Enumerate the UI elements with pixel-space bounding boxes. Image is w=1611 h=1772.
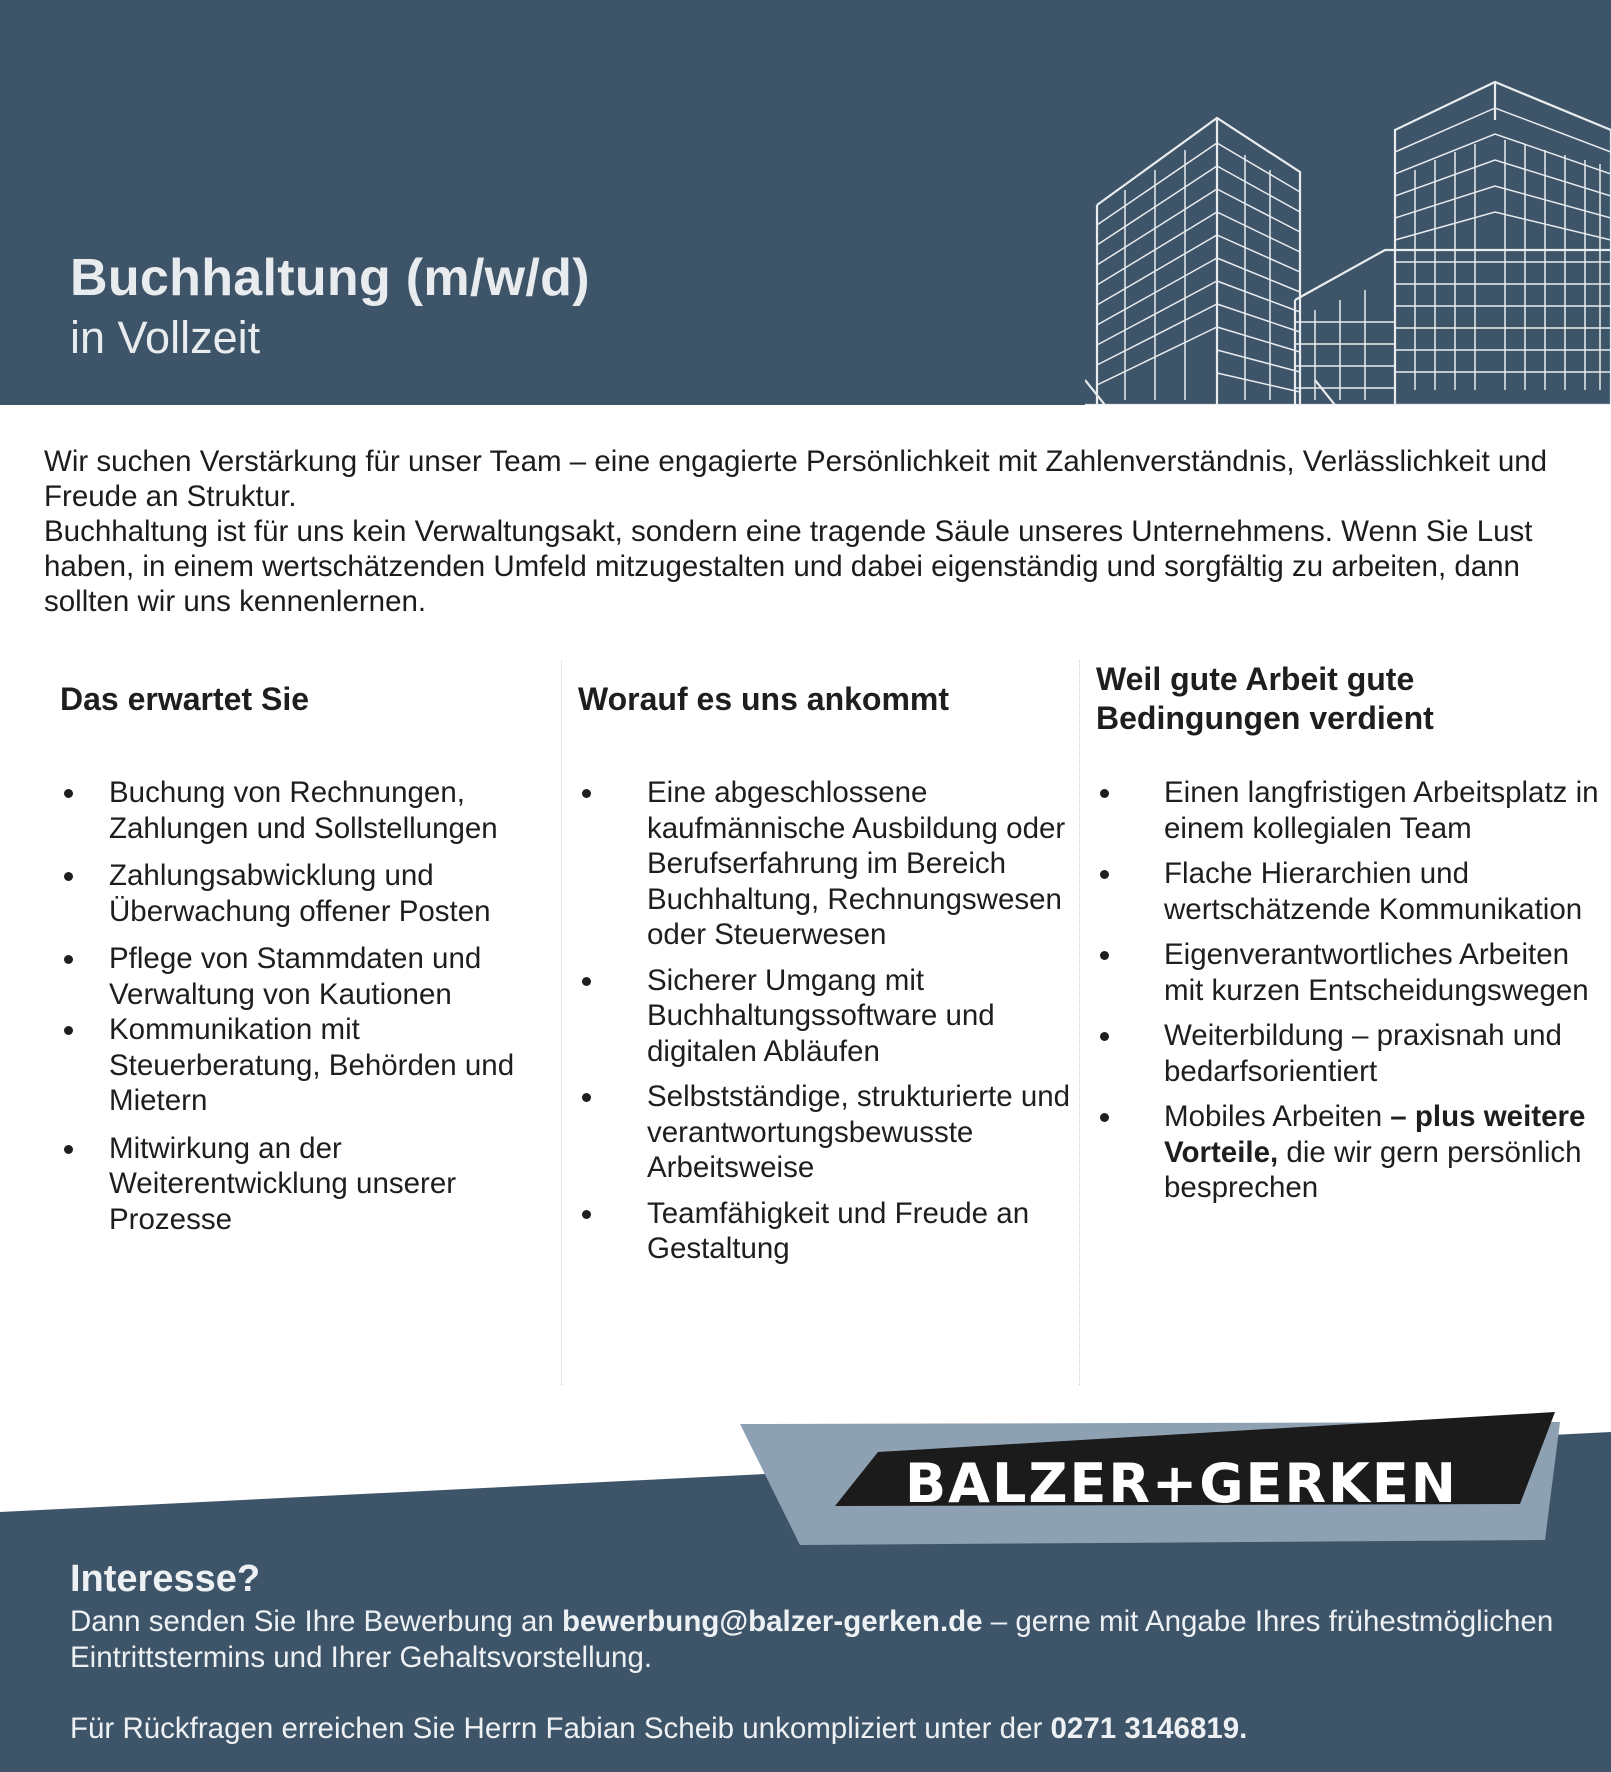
page-subtitle: in Vollzeit xyxy=(70,312,261,363)
list-item-text: Teamfähigkeit und Freude an Gestaltung xyxy=(647,1196,1030,1265)
list-item xyxy=(1096,937,1604,1008)
list-item xyxy=(1096,1099,1604,1206)
bullet-icon xyxy=(64,1026,73,1035)
list-item xyxy=(578,1079,1077,1186)
contact-info xyxy=(70,1712,1247,1746)
column-heading: Weil gute Arbeit gute Bedingungen verdient xyxy=(1096,661,1434,736)
bullet-icon xyxy=(1100,789,1109,798)
list-item xyxy=(60,941,559,1012)
list-item xyxy=(578,775,1077,953)
list-item xyxy=(1096,1018,1604,1089)
column-heading: Das erwartet Sie xyxy=(60,680,310,717)
list-item-text: Buchung von Rechnungen, Zahlungen und Sollstellungen xyxy=(109,776,498,845)
tasks-list xyxy=(60,775,559,1237)
page-title: Buchhaltung (m/w/d) xyxy=(70,249,590,307)
list-item-text: Pflege von Stammdaten und Verwaltung von Kautionen xyxy=(109,942,482,1011)
intro-paragraph: Wir suchen Verstärkung für unser Team – eine engagierte Persönlichkeit mit Zahlenverständnis, Verlässlichkeit und Freude an Struktur. xyxy=(44,445,1548,513)
application-info xyxy=(70,1604,1570,1676)
company-logo: BALZER+GERKEN xyxy=(905,1452,1458,1515)
list-item xyxy=(60,775,559,846)
bullet-icon xyxy=(1100,1113,1109,1122)
bullet-icon xyxy=(64,789,73,798)
intro-paragraph: Buchhaltung ist für uns kein Verwaltungsakt, sondern eine tragende Säule unseres Unternehmens. Wenn Sie Lust haben, in einem wertschätzenden Umfeld mitzugestalten und dabei eigenständig und sorgfältig zu arbeiten, dann sollten wir uns kennenlernen. xyxy=(44,515,1533,618)
phone-number[interactable]: 0271 3146819. xyxy=(1050,1712,1248,1745)
list-item-text: Mitwirkung an der Weiterentwicklung unserer Prozesse xyxy=(109,1131,457,1236)
list-item xyxy=(60,858,559,929)
bullet-icon xyxy=(582,1210,591,1219)
building-illustration xyxy=(1085,60,1611,405)
list-item-text: Selbstständige, strukturierte und verantwortungsbewusste Arbeitsweise xyxy=(647,1080,1071,1184)
list-item-text: Zahlungsabwicklung und Überwachung offener Posten xyxy=(109,859,491,928)
list-item-text: Eigenverantwortliches Arbeiten mit kurzen Entscheidungswegen xyxy=(1164,938,1589,1007)
column-divider xyxy=(561,660,562,1385)
list-item xyxy=(578,963,1077,1070)
list-item xyxy=(60,1012,559,1119)
list-item-text: Einen langfristigen Arbeitsplatz in einem kollegialen Team xyxy=(1164,776,1599,845)
list-item-text: Mobiles Arbeiten xyxy=(1164,1100,1391,1133)
list-item xyxy=(1096,856,1604,927)
benefits-list xyxy=(1096,775,1604,1206)
list-item-text: Sicherer Umgang mit Buchhaltungssoftware und digitalen Abläufen xyxy=(647,963,995,1068)
requirements-list xyxy=(578,775,1077,1267)
application-text: – gerne mit Angabe Ihres frühestmöglichen Eintrittstermins und Ihrer Gehaltsvorstellung. xyxy=(70,1605,1554,1674)
email-link[interactable]: bewerbung@balzer-gerken.de xyxy=(562,1605,983,1638)
list-item-highlight: – plus weitere Vorteile, xyxy=(1164,1100,1586,1169)
list-item-text: Kommunikation mit Steuerberatung, Behörden und Mietern xyxy=(109,1013,515,1117)
footer-heading: Interesse? xyxy=(70,1558,261,1600)
bullet-icon xyxy=(1100,951,1109,960)
application-text: Dann senden Sie Ihre Bewerbung an xyxy=(70,1605,563,1638)
bullet-icon xyxy=(64,955,73,964)
list-item xyxy=(60,1131,559,1238)
bullet-icon xyxy=(1100,1032,1109,1041)
column-benefits xyxy=(1096,660,1599,1204)
header-banner xyxy=(0,0,1611,405)
column-heading: Worauf es uns ankommt xyxy=(578,680,950,717)
list-item-text: Weiterbildung – praxisnah und bedarfsorientiert xyxy=(1164,1019,1562,1088)
bullet-icon xyxy=(64,872,73,881)
bullet-icon xyxy=(582,789,591,798)
contact-text: Für Rückfragen erreichen Sie Herrn Fabian Scheib unkompliziert unter der xyxy=(70,1712,1051,1745)
bullet-icon xyxy=(582,977,591,986)
bullet-icon xyxy=(582,1093,591,1102)
list-item xyxy=(1096,775,1604,846)
column-tasks xyxy=(60,660,550,1236)
list-item-text: die wir gern persönlich besprechen xyxy=(1164,1135,1582,1204)
list-item xyxy=(578,1196,1077,1267)
intro-text xyxy=(44,444,1574,619)
list-item-text: Eine abgeschlossene kaufmännische Ausbildung oder Berufserfahrung im Bereich Buchhaltung, Rechnungswesen oder Steuerwesen xyxy=(647,776,1066,951)
bullet-icon xyxy=(64,1145,73,1154)
bullet-icon xyxy=(1100,870,1109,879)
list-item-text: Flache Hierarchien und wertschätzende Kommunikation xyxy=(1164,857,1583,926)
column-divider xyxy=(1079,660,1080,1385)
column-requirements xyxy=(578,660,1078,1265)
